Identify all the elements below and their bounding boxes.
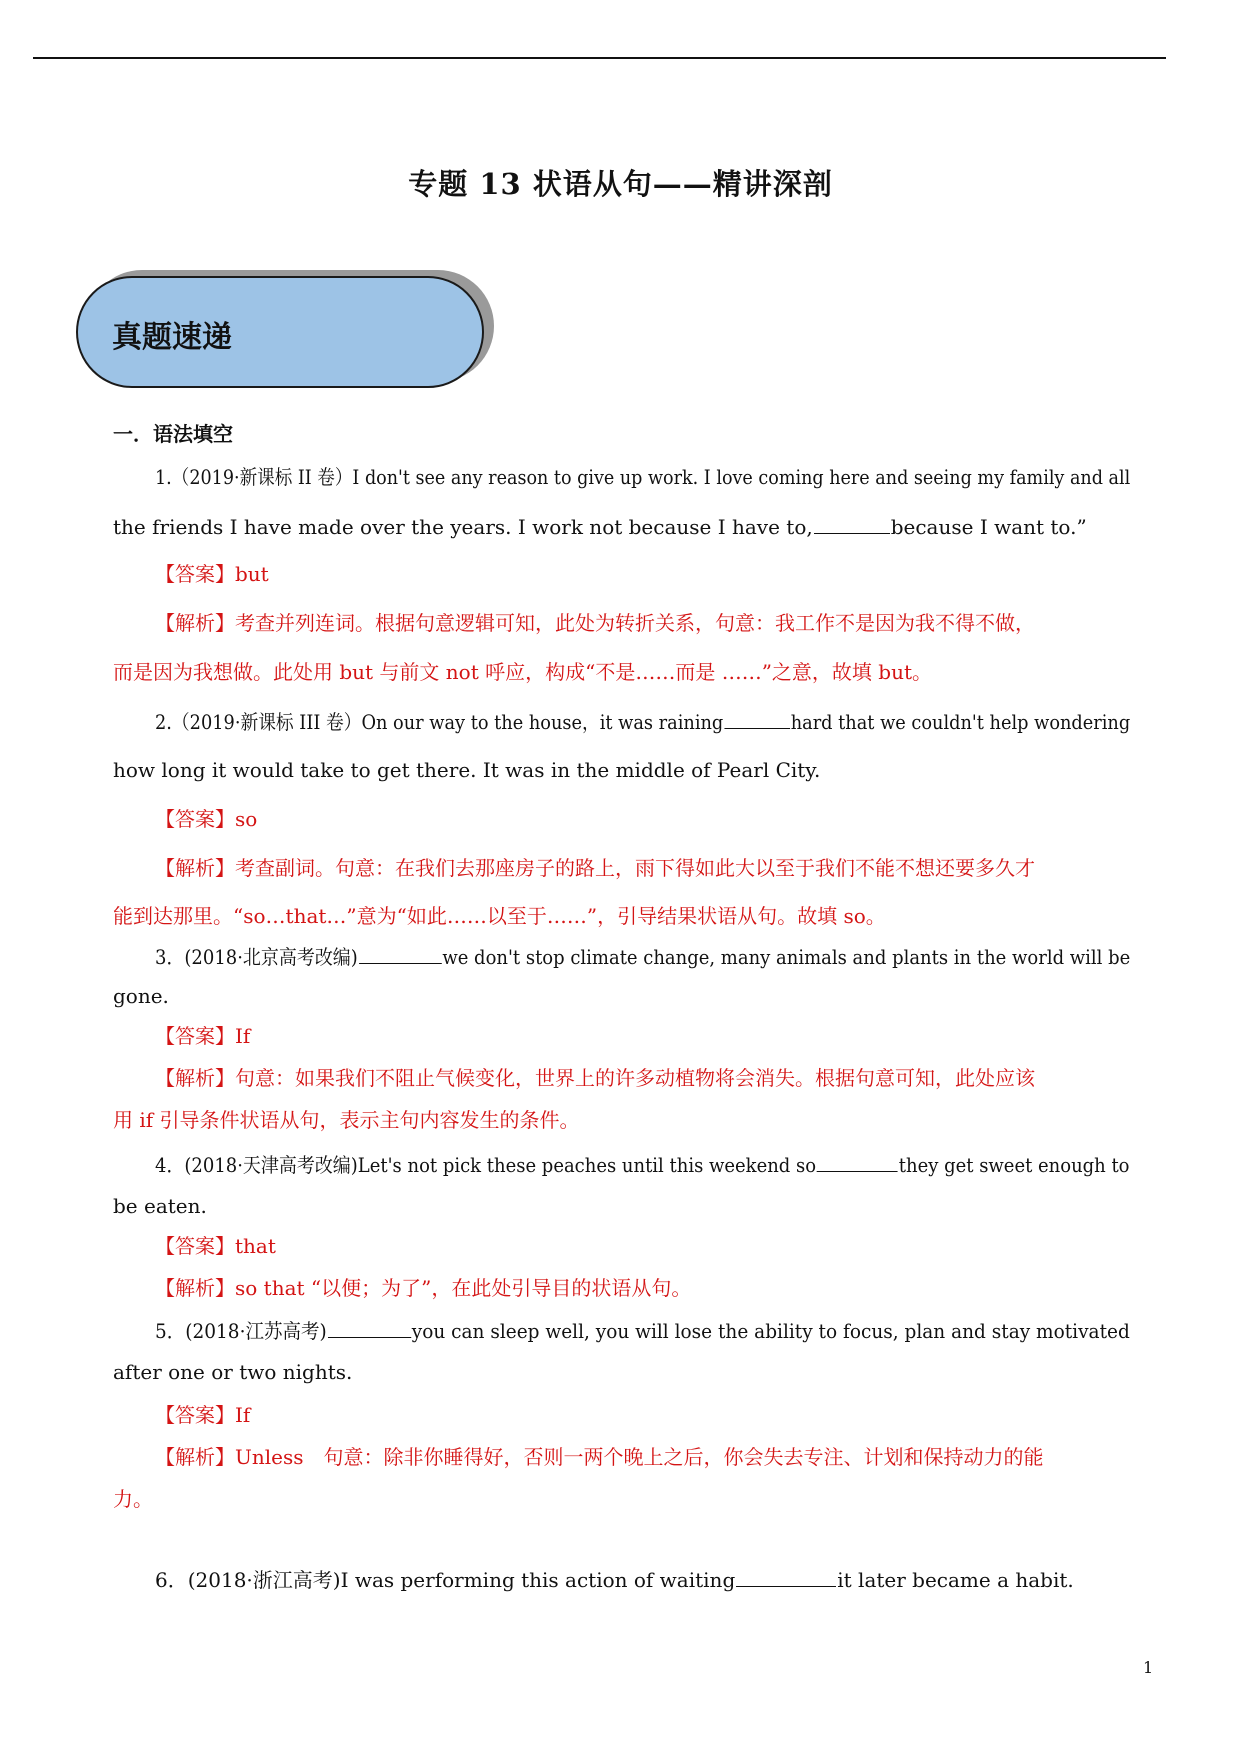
q4-text-a: 4．(2018·天津高考改编)Let's not pick these peaches until this weekend so xyxy=(155,1153,817,1177)
q3-text-a: 3．(2018·北京高考改编) xyxy=(155,945,358,969)
q3-blank xyxy=(359,943,442,964)
q3-text-b: we don't stop climate change, many animals and plants in the world will be xyxy=(442,945,1131,969)
q2-line2: how long it would take to get there. It was in the middle of Pearl City. xyxy=(113,758,821,782)
q1-answer xyxy=(155,561,269,587)
q2-text-b: hard that we couldn't help wondering xyxy=(790,710,1131,734)
analysis-label: 【解析】 xyxy=(155,856,235,880)
analysis-label: 【解析】 xyxy=(155,611,235,635)
badge-label: 真题速递 xyxy=(112,320,232,355)
q2-text-a: 2.（2019·新课标 III 卷）On our way to the house，it was raining xyxy=(155,710,724,734)
answer-label: 【答案】 xyxy=(155,1403,235,1427)
q1-text-b: because I want to.” xyxy=(890,515,1087,539)
q1-blank xyxy=(814,513,890,534)
q1-analysis-line2: 而是因为我想做。此处用 but 与前文 not 呼应，构成“不是……而是 ……”之意，故填 but。 xyxy=(113,660,932,684)
answer-label: 【答案】 xyxy=(155,1234,235,1258)
q4-answer xyxy=(155,1233,276,1259)
q1-analysis-line1 xyxy=(155,610,1035,636)
q5-analysis-text1: Unless 句意：除非你睡得好，否则一两个晚上之后，你会失去专注、计划和保持动力的能 xyxy=(235,1445,1044,1469)
section-badge xyxy=(76,276,496,394)
q2-answer xyxy=(155,806,257,832)
q6-text-b: it later became a habit. xyxy=(837,1568,1074,1592)
section-heading: 一．语法填空 xyxy=(113,422,233,446)
analysis-label: 【解析】 xyxy=(155,1276,235,1300)
q5-text-a: 5．(2018·江苏高考) xyxy=(155,1319,327,1343)
q5-answer xyxy=(155,1402,250,1428)
answer-label: 【答案】 xyxy=(155,807,235,831)
q5-text-b: you can sleep well, you will lose the ability to focus, plan and stay motivated xyxy=(411,1319,1130,1343)
q4-answer-value: that xyxy=(235,1234,276,1258)
page-number: 1 xyxy=(1143,1658,1154,1677)
q1-line2 xyxy=(113,513,1087,540)
q4-analysis-text: so that “以便；为了”，在此处引导目的状语从句。 xyxy=(235,1276,692,1300)
q2-answer-value: so xyxy=(235,807,258,831)
q2-line1 xyxy=(155,708,1130,735)
analysis-label: 【解析】 xyxy=(155,1066,235,1090)
page-title: 专题 13 状语从句——精讲深剖 xyxy=(408,167,833,201)
q3-answer-value: If xyxy=(235,1024,251,1048)
q2-analysis-text1: 考查副词。句意：在我们去那座房子的路上，雨下得如此大以至于我们不能不想还要多久才 xyxy=(235,856,1035,880)
q6-text-a: 6．(2018·浙江高考)I was performing this action of waiting xyxy=(155,1568,736,1592)
q1-line1: 1.（2019·新课标 II 卷）I don't see any reason to give up work. I love coming here and seeing my family and all xyxy=(155,465,1131,489)
q1-answer-value: but xyxy=(235,562,269,586)
q3-analysis-text1: 句意：如果我们不阻止气候变化，世界上的许多动植物将会消失。根据句意可知，此处应该 xyxy=(235,1066,1035,1090)
q3-line1 xyxy=(155,943,1130,970)
q5-answer-value: If xyxy=(235,1403,251,1427)
q3-answer xyxy=(155,1023,250,1049)
top-rule xyxy=(33,57,1166,59)
q5-analysis-line2: 力。 xyxy=(113,1487,153,1511)
q6-line1 xyxy=(155,1566,1074,1593)
q1-text-a: the friends I have made over the years. I work not because I have to, xyxy=(113,515,813,539)
q4-text-b: they get sweet enough to xyxy=(898,1153,1130,1177)
q6-blank xyxy=(736,1566,836,1587)
q3-analysis-line1 xyxy=(155,1065,1035,1091)
q2-blank xyxy=(724,708,790,729)
q2-analysis-line1 xyxy=(155,855,1035,881)
q5-line2: after one or two nights. xyxy=(113,1360,353,1384)
q4-line1 xyxy=(155,1151,1130,1178)
q1-analysis-text1: 考查并列连词。根据句意逻辑可知，此处为转折关系，句意：我工作不是因为我不得不做， xyxy=(235,611,1035,635)
analysis-label: 【解析】 xyxy=(155,1445,235,1469)
q4-line2: be eaten. xyxy=(113,1194,207,1218)
answer-label: 【答案】 xyxy=(155,562,235,586)
q5-analysis-line1 xyxy=(155,1444,1044,1470)
q3-line2: gone. xyxy=(113,984,169,1008)
answer-label: 【答案】 xyxy=(155,1024,235,1048)
q4-analysis xyxy=(155,1275,691,1301)
q3-analysis-line2: 用 if 引导条件状语从句，表示主句内容发生的条件。 xyxy=(113,1108,580,1132)
q5-blank xyxy=(328,1317,411,1338)
q4-blank xyxy=(817,1151,898,1172)
q2-analysis-line2: 能到达那里。“so…that…”意为“如此……以至于……”，引导结果状语从句。故填 so。 xyxy=(113,904,886,928)
q5-line1 xyxy=(155,1317,1130,1344)
